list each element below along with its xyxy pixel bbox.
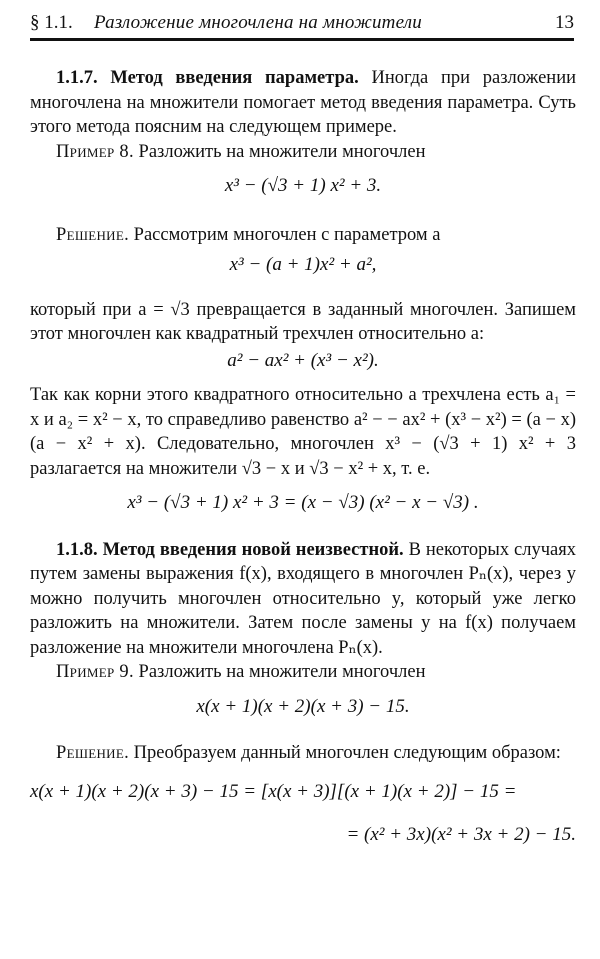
solution-9-intro [30,741,576,766]
example-9-label: Пример 9. [56,662,134,682]
header-chapter-title: Разложение многочлена на множители [94,12,422,33]
solution-8-label: Решение. [56,224,130,245]
solution-9-text: Преобразуем данный многочлен следующим образом: [129,743,561,763]
page-body [30,66,576,867]
quadratic-trinomial-formula: a² − ax² + (x³ − x²). [227,349,379,371]
section-1-1-7-intro: Иногда при разложении многочлена на множители помогает метод введения параметра. Суть этого метода поясним на следующем примере. [30,68,576,137]
section-1-1-7-paragraph [30,66,576,140]
running-header [30,10,574,36]
parametric-polynomial-formula: x³ − (a + 1)x² + a², [229,254,377,275]
transformation-formula-line-2: = (x² + 3x)(x² + 3x + 2) − 15. [346,824,576,845]
solution-8-paragraph-3: Так как корни этого квадратного относительно a трехчлена есть a₁ = x и a₂ = x² − x, то справедливо равенство a² − − ax² + (x³ − x²) = (a − x)(a − x² + x). Следовательно, многочлен x³ − (√3 + 1) x² + 3 разлагается на множители √3 − x и √3 − x² + x, т. е. [30,385,576,479]
section-heading-1-1-7: 1.1.7. Метод введения параметра. [56,68,359,88]
solution-8-text: Рассмотрим многочлен с параметром a [129,224,441,245]
section-heading-1-1-8: 1.1.8. Метод введения новой неизвестной. [56,539,404,560]
section-1-1-8-paragraph [30,538,576,661]
header-rule [30,38,574,41]
section-1-1-8-text: В некоторых случаях путем замены выражения f(x), входящего в многочлен Pₙ(x), через y можно получить многочлен относительно y, который уже легко разложить на множители. Затем после замены y на f(x) получаем разложение на множители многочлена Pₙ(x). [30,539,576,658]
example-9-text: Разложить на множители многочлен [133,662,426,682]
example-8-statement [30,140,576,165]
example-8-formula: x³ − (√3 + 1) x² + 3. [224,175,382,196]
example-8-label: Пример 8. [56,141,134,162]
example-9-statement [30,660,576,685]
transformation-formula-line-1: x(x + 1)(x + 2)(x + 3) − 15 = [x(x + 3)][(x + 1)(x + 2)] − 15 = [30,780,517,802]
example-8-text: Разложить на множители многочлен [133,141,426,162]
page-number: 13 [555,12,574,33]
example-9-formula: x(x + 1)(x + 2)(x + 3) − 15. [196,695,410,717]
solution-8-intro [30,223,576,248]
solution-9-label: Решение. [56,743,130,763]
factorization-result-formula: x³ − (√3 + 1) x² + 3 = (x − √3) (x² − x − √3) . [127,492,479,513]
header-section-number: § 1.1. [30,12,73,33]
solution-8-paragraph-2: который при a = √3 превращается в заданный многочлен. Запишем этот многочлен как квадратный трехчлен относительно a: [30,299,576,344]
